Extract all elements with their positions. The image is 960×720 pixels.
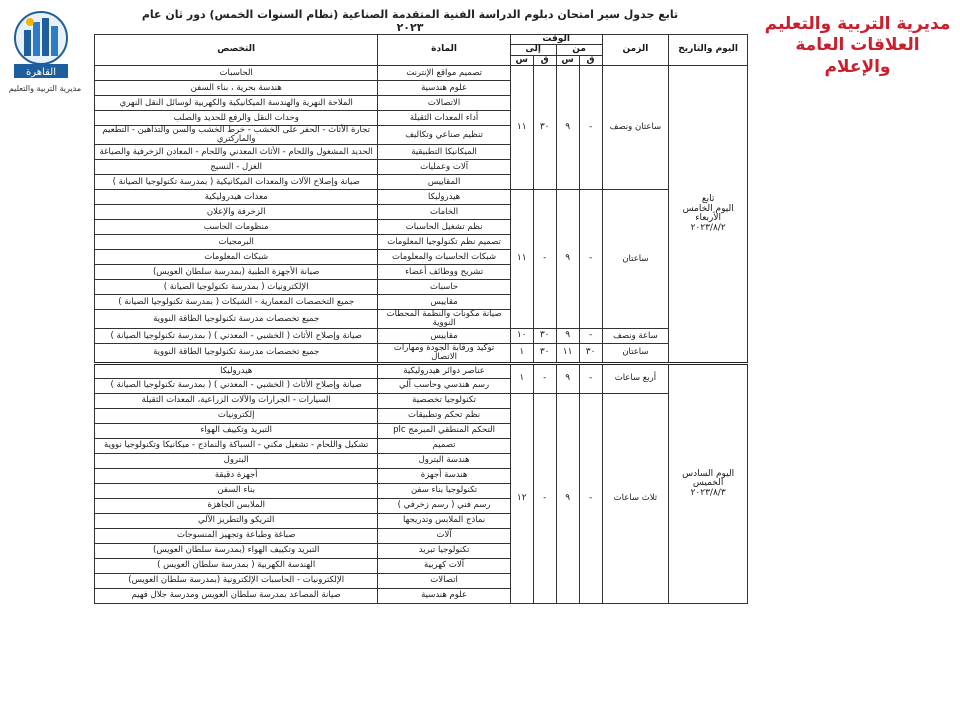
- directorate-name: مديرية التربية والتعليم: [764, 14, 951, 34]
- from-minute-cell: -: [579, 393, 602, 603]
- specialization-cell: صيانة وإصلاح الأثاث ( الخشبي - المعدني ) ( بمدرسة تكنولوجيا الصيانة ): [95, 329, 378, 344]
- specialization-cell: تجارة الأثاث - الحفر على الخشب - خرط الخشب والسن والتذاهين - التطعيم والماركتري: [95, 126, 378, 145]
- subject-cell: الميكانيكا التطبيقية: [378, 145, 510, 160]
- to-minute-cell: ٣٠: [533, 329, 556, 344]
- specialization-cell: هيدروليكا: [95, 363, 378, 378]
- specialization-cell: بناء السفن: [95, 483, 378, 498]
- specialization-cell: أجهزة دقيقة: [95, 468, 378, 483]
- subject-cell: رسم فني ( رسم زخرفي ): [378, 498, 510, 513]
- table-row: [95, 66, 748, 81]
- subject-cell: تشريح ووظائف أعضاء: [378, 265, 510, 280]
- specialization-cell: صيانة وإصلاح الآلات والمعدات الميكانيكية ( بمدرسة تكنولوجيا الصيانة ): [95, 175, 378, 190]
- col-header-to-minutes: ق: [533, 55, 556, 65]
- col-header-duration: الزمن: [602, 35, 669, 66]
- subject-cell: صيانة مكونات والنظمة المحطات النووية: [378, 310, 510, 329]
- duration-cell: ساعتان: [602, 190, 669, 329]
- subject-cell: تكنولوجيا بناء سفن: [378, 483, 510, 498]
- table-row: [95, 344, 748, 364]
- specialization-cell: الهندسة الكهربية ( بمدرسة سلطان العويس ): [95, 558, 378, 573]
- day-date-cell: اليوم السادس الخميس ٢٠٢٣/٨/٣: [669, 363, 748, 603]
- svg-text:القاهرة: القاهرة: [26, 67, 56, 78]
- from-minute-cell: -: [579, 66, 602, 190]
- document-title: تابع جدول سير امتحان دبلوم الدراسة الفنية المتقدمة الصناعية (نظام السنوات الخمس) دور ثان عام ٢٠٢٣: [141, 8, 679, 34]
- specialization-cell: الغزل - النسيج: [95, 160, 378, 175]
- specialization-cell: شبكات المعلومات: [95, 250, 378, 265]
- specialization-cell: صيانة المصاعد بمدرسة سلطان العويس ومدرسة جلال فهيم: [95, 588, 378, 603]
- col-header-time: الوقت: [510, 35, 602, 45]
- department-name: العلاقات العامة والإعلام: [795, 35, 920, 77]
- day-date-cell: تابع اليوم الخامس الأربعاء ٢٠٢٣/٨/٢: [669, 66, 748, 364]
- specialization-cell: هندسة بحرية ، بناء السفن: [95, 81, 378, 96]
- subject-cell: نظم تحكم وتطبيقات: [378, 408, 510, 423]
- col-header-to: إلى: [510, 45, 556, 55]
- from-hour-cell: ١١: [556, 344, 579, 364]
- col-header-specialization: التخصص: [95, 35, 378, 66]
- col-header-to-hours: س: [510, 55, 533, 65]
- subject-cell: رسم هندسي وحاسب آلي: [378, 378, 510, 393]
- subject-cell: هيدروليكا: [378, 190, 510, 205]
- duration-cell: أربع ساعات: [602, 363, 669, 393]
- specialization-cell: إلكترونيات: [95, 408, 378, 423]
- schedule-body: [95, 66, 748, 604]
- specialization-cell: الإلكترونيات - الحاسبات الإلكترونية (بمدرسة سلطان العويس): [95, 573, 378, 588]
- logo-caption: مديرية التربية والتعليم: [8, 84, 82, 93]
- from-hour-cell: ٩: [556, 363, 579, 393]
- to-hour-cell: ١: [510, 344, 533, 364]
- specialization-cell: منظومات الحاسب: [95, 220, 378, 235]
- specialization-cell: صباغة وطباعة وتجهيز المنسوجات: [95, 528, 378, 543]
- from-hour-cell: ٩: [556, 393, 579, 603]
- subject-cell: توكيد ورقابة الجودة ومهارات الاتصال: [378, 344, 510, 364]
- specialization-cell: الحديد المشغول واللحام - الأثاث المعدني واللحام - المعادن الزخرفية والصياغة: [95, 145, 378, 160]
- specialization-cell: البرمجيات: [95, 235, 378, 250]
- table-row: [95, 190, 748, 205]
- table-row: [95, 329, 748, 344]
- specialization-cell: معدات هيدروليكية: [95, 190, 378, 205]
- to-minute-cell: ٣٠: [533, 66, 556, 190]
- to-minute-cell: -: [533, 363, 556, 393]
- specialization-cell: التريكو والتطريز الآلي: [95, 513, 378, 528]
- subject-cell: أداء المعدات الثقيلة: [378, 111, 510, 126]
- to-hour-cell: ١١: [510, 190, 533, 329]
- subject-cell: المقاييس: [378, 175, 510, 190]
- subject-cell: الاتصالات: [378, 96, 510, 111]
- subject-cell: شبكات الحاسبات والمعلومات: [378, 250, 510, 265]
- subject-cell: حاسبات: [378, 280, 510, 295]
- subject-cell: اتصالات: [378, 573, 510, 588]
- subject-cell: آلات كهربية: [378, 558, 510, 573]
- to-hour-cell: ١٠: [510, 329, 533, 344]
- duration-cell: ساعة ونصف: [602, 329, 669, 344]
- specialization-cell: صيانة وإصلاح الأثاث ( الخشبي - المعدني ) ( بمدرسة تكنولوجيا الصيانة ): [95, 378, 378, 393]
- specialization-cell: تشكيل واللحام - تشغيل مكني - السباكة والنماذج - ميكانيكا وتكنولوجيا نووية: [95, 438, 378, 453]
- subject-cell: علوم هندسية: [378, 588, 510, 603]
- subject-cell: علوم هندسية: [378, 81, 510, 96]
- subject-cell: تكنولوجيا تبريد: [378, 543, 510, 558]
- specialization-cell: صيانة الأجهزة الطبية (بمدرسة سلطان العويس): [95, 265, 378, 280]
- duration-cell: ساعتان: [602, 344, 669, 364]
- to-minute-cell: ٣٠: [533, 344, 556, 364]
- table-row: [95, 363, 748, 378]
- subject-cell: آلات: [378, 528, 510, 543]
- duration-cell: ثلاث ساعات: [602, 393, 669, 603]
- specialization-cell: البترول: [95, 453, 378, 468]
- specialization-cell: التبريد وتكييف الهواء: [95, 423, 378, 438]
- from-hour-cell: ٩: [556, 329, 579, 344]
- subject-cell: تصميم نظم تكنولوجيا المعلومات: [378, 235, 510, 250]
- specialization-cell: الزخرفة والإعلان: [95, 205, 378, 220]
- exam-schedule-table: [94, 34, 748, 604]
- table-row: [95, 393, 748, 408]
- col-header-from-minutes: ق: [579, 55, 602, 65]
- to-hour-cell: ١٢: [510, 393, 533, 603]
- specialization-cell: السيارات - الجرارات والآلات الزراعية، المعدات الثقيلة: [95, 393, 378, 408]
- to-hour-cell: ١: [510, 363, 533, 393]
- col-header-subject: المادة: [378, 35, 510, 66]
- specialization-cell: الحاسبات: [95, 66, 378, 81]
- specialization-cell: الملاحة النهرية والهندسة الميكانيكية والكهربية لوسائل النقل النهري: [95, 96, 378, 111]
- specialization-cell: جميع التخصصات المعمارية - الشبكات ( بمدرسة تكنولوجيا الصيانة ): [95, 295, 378, 310]
- subject-cell: نظم تشغيل الحاسبات: [378, 220, 510, 235]
- subject-cell: هندسة البترول: [378, 453, 510, 468]
- specialization-cell: جميع تخصصات مدرسة تكنولوجيا الطاقة النووية: [95, 344, 378, 364]
- subject-cell: الخامات: [378, 205, 510, 220]
- subject-cell: آلات وعمليات: [378, 160, 510, 175]
- specialization-cell: وحدات النقل والرفع للحديد والصلب: [95, 111, 378, 126]
- from-minute-cell: -: [579, 329, 602, 344]
- from-minute-cell: -: [579, 363, 602, 393]
- col-header-from: من: [556, 45, 602, 55]
- specialization-cell: الإلكترونيات ( بمدرسة تكنولوجيا الصيانة ): [95, 280, 378, 295]
- from-minute-cell: ٣٠: [579, 344, 602, 364]
- subject-cell: هندسة أجهزة: [378, 468, 510, 483]
- to-minute-cell: -: [533, 190, 556, 329]
- from-minute-cell: -: [579, 190, 602, 329]
- specialization-cell: الملابس الجاهزة: [95, 498, 378, 513]
- header-title: [760, 14, 955, 78]
- subject-cell: مقاييس: [378, 295, 510, 310]
- col-header-from-hours: س: [556, 55, 579, 65]
- subject-cell: مقاييس: [378, 329, 510, 344]
- specialization-cell: جميع تخصصات مدرسة تكنولوجيا الطاقة النووية: [95, 310, 378, 329]
- subject-cell: نماذج الملابس وتدريجها: [378, 513, 510, 528]
- subject-cell: تصميم: [378, 438, 510, 453]
- subject-cell: عناصر دوائر هيدروليكية: [378, 363, 510, 378]
- duration-cell: ساعتان ونصف: [602, 66, 669, 190]
- specialization-cell: التبريد وتكييف الهواء (بمدرسة سلطان العويس): [95, 543, 378, 558]
- to-hour-cell: ١١: [510, 66, 533, 190]
- to-minute-cell: -: [533, 393, 556, 603]
- subject-cell: التحكم المنطقي المبرمج plc: [378, 423, 510, 438]
- subject-cell: تصميم مواقع الإنترنت: [378, 66, 510, 81]
- from-hour-cell: ٩: [556, 190, 579, 329]
- subject-cell: تكنولوجيا تخصصية: [378, 393, 510, 408]
- from-hour-cell: ٩: [556, 66, 579, 190]
- col-header-date: اليوم والتاريخ: [669, 35, 748, 66]
- subject-cell: تنظيم صناعي وتكاليف: [378, 126, 510, 145]
